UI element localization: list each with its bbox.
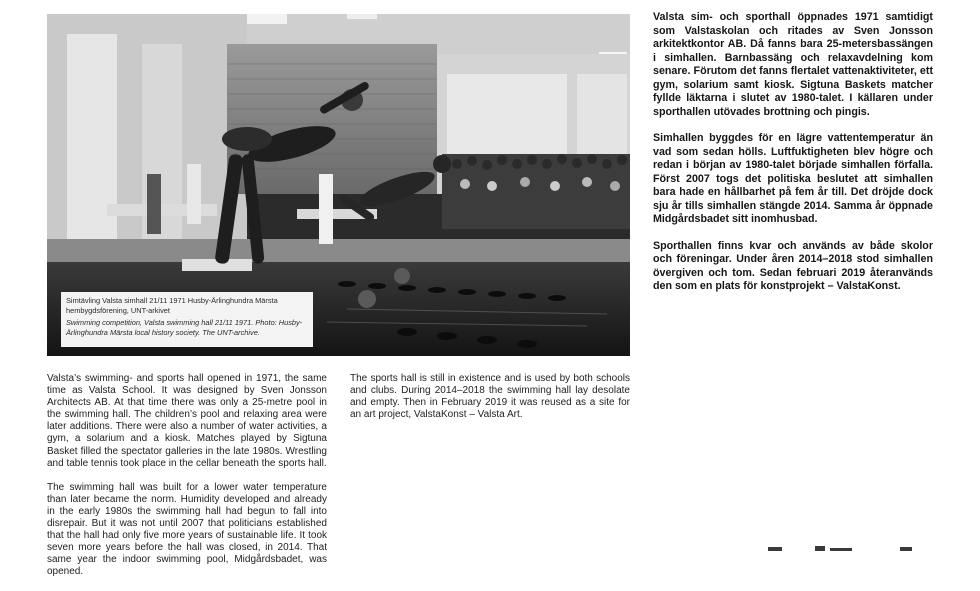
historical-photo [47, 14, 630, 356]
english-text-column-2 [350, 373, 630, 433]
english-paragraph-2: The swimming hall was built for a lower water temperature than later became the norm. Humidity developed and already in the early 1980s the swimming hall had begun to fall into disrepair. But it was not until 2007 that politicians established that the hall had only five more years of sustainable life. It took seven more years before the hall was closed, in 2014. That same year the indoor swimming pool, Midgårdsbadet, was opened. [47, 481, 327, 578]
swedish-paragraph-1: Valsta sim- och sporthall öppnades 1971 samtidigt som Valstaskolan och ritades av Sven Jonsson arkitektkontor AB. Då fanns bara 25-metersbassängen i simhallen. Barnbassäng och relaxavdelning kom senare. Förutom det fanns flertalet vattenaktiviteter, ett gym, solarium samt kiosk. Sigtuna Baskets matcher fyllde läktarna i slutet av 1980-talet. I källaren under sporthallen utövades brottning och pingis. [653, 11, 933, 118]
caption-swedish: Simtävling Valsta simhall 21/11 1971 Husby-Ärlinghundra Märsta hembygdsförening, UNT-arkivet [66, 296, 278, 315]
swedish-paragraph-2: Simhallen byggdes för en lägre vattentemperatur än vad som sedan hölls. Luftfuktigheten blev högre och redan i början av 1980-talet började simhallen förfalla. Först 2007 togs det politiska beslutet att simhallen bara hade en hållbarhet på fem år till. Det dröjde dock sju år tills simhallen stängde 2014. Samma år öppnade Midgårdsbadet sitt inomhusbad. [653, 132, 933, 225]
caption-english: Swimming competition, Valsta swimming hall 21/11 1971. Photo: Husby-Ärlinghundra Märsta local history society. The UNT-archive. [66, 318, 303, 337]
footer-graphic [760, 545, 920, 551]
english-paragraph-1: Valsta’s swimming- and sports hall opened in 1971, the same time as Valsta School. It was designed by Sven Jonsson Architects AB. At that time there was only a 25-metre pool in the swimming hall. The children’s pool and relaxing area were later additions. There were also a number of water activities, a gym, a solarium and a kiosk. Matches played by Sigtuna Basket filled the spectator galleries in the late 1980s. Wrestling and table tennis took place in the cellar beneath the sports hall. [47, 373, 327, 469]
english-text-column-1 [47, 373, 327, 591]
english-paragraph-3: The sports hall is still in existence and is used by both schools and clubs. During 2014–2018 the swimming hall lay desolate and empty. Then in February 2019 it was reused as a site for an art project, ValstaKonst – Valsta Art. [350, 373, 630, 421]
swedish-paragraph-3: Sporthallen finns kvar och används av både skolor och föreningar. Under åren 2014–2018 stod simhallen övergiven och tom. Sedan februari 2019 återanvänds den som en plats för konstprojekt – ValstaKonst. [653, 239, 933, 292]
swedish-text-column [653, 11, 933, 307]
photo-caption [61, 292, 313, 347]
